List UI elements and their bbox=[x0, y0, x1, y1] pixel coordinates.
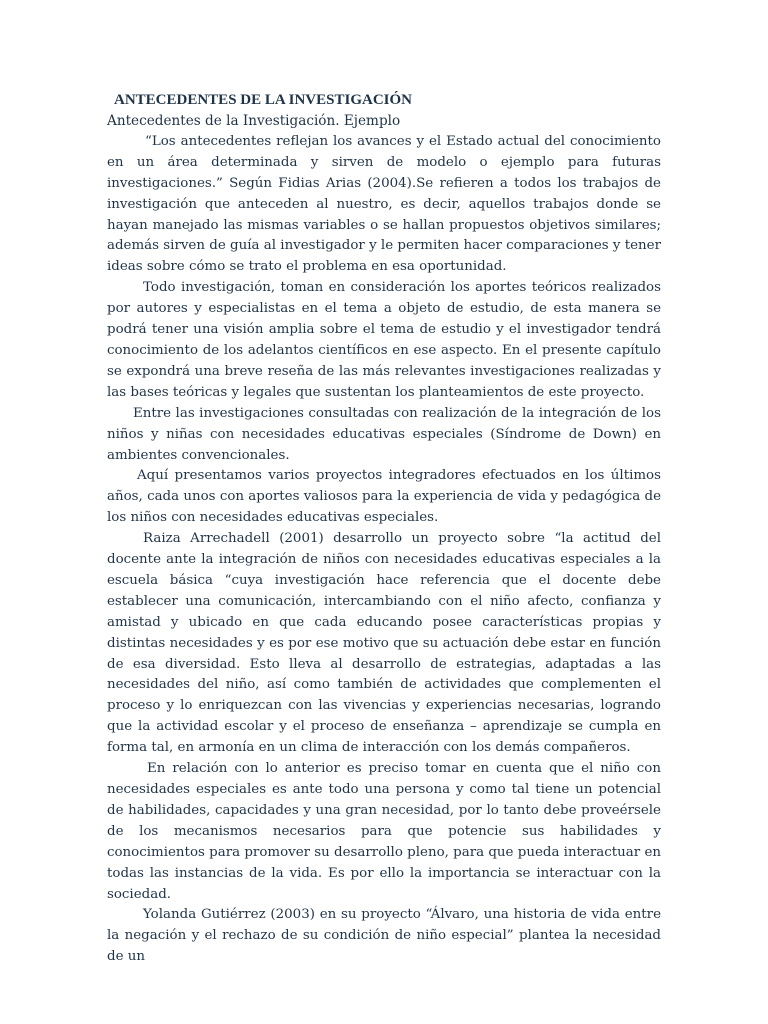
paragraph-4: Aquí presentamos varios proyectos integradores efectuados en los últimos años, cada unos con aportes valiosos para la experiencia de vida y pedagógica de los niños con necesidades educativas especiales. bbox=[107, 468, 661, 526]
paragraph-7: Yolanda Gutiérrez (2003) en su proyecto “Álvaro, una historia de vida entre la negación y el rechazo de su condición de niño especial” plantea la necesidad de un bbox=[107, 907, 661, 965]
paragraph-1: “Los antecedentes reflejan los avances y el Estado actual del conocimiento en un área determinada y sirven de modelo o ejemplo para futuras investigaciones.” Según Fidias Arias (2004).Se refieren a todos los trabajos de investigación que anteceden al nuestro, es decir, aquellos trabajos donde se hayan manejado las mismas variables o se hallan propuestos objetivos similares; además sirven de guía al investigador y le permiten hacer comparaciones y tener ideas sobre cómo se trato el problema en esa oportunidad. bbox=[107, 133, 661, 275]
paragraph-6: En relación con lo anterior es preciso tomar en cuenta que el niño con necesidades especiales es ante todo una persona y como tal tiene un potencial de habilidades, capacidades y una gran necesidad, por lo tanto debe proveérsele de los mecanismos necesarios para que potencie sus habilidades y conocimientos para promover su desarrollo pleno, para que pueda interactuar en todas las instancias de la vida. Es por ello la importancia se interactuar con la sociedad. bbox=[107, 761, 661, 902]
document-subheading: Antecedentes de la Investigación. Ejemplo bbox=[107, 113, 401, 129]
document-page bbox=[107, 90, 661, 968]
paragraph-3: Entre las investigaciones consultadas con realización de la integración de los niños y niñas con necesidades educativas especiales (Síndrome de Down) en ambientes convencionales. bbox=[107, 405, 661, 463]
document-heading: ANTECEDENTES DE LA INVESTIGACIÓN bbox=[114, 92, 412, 108]
paragraph-2: Todo investigación, toman en consideración los aportes teóricos realizados por autores y especialistas en el tema a objeto de estudio, de esta manera se podrá tener una visión amplia sobre el tema de estudio y el investigador tendrá conocimiento de los adelantos científicos en ese aspecto. En el presente capítulo se expondrá una breve reseña de las más relevantes investigaciones realizadas y las bases teóricas y legales que sustentan los planteamientos de este proyecto. bbox=[107, 280, 661, 400]
paragraph-5: Raiza Arrechadell (2001) desarrollo un proyecto sobre “la actitud del docente ante la integración de niños con necesidades educativas especiales a la escuela básica “cuya investigación hace referencia que el docente debe establecer una comunicación, intercambiando con el niño afecto, confianza y amistad y ubicado en que cada educando posee características propias y distintas necesidades y es por ese motivo que su actuación debe estar en función de esa diversidad. Esto lleva al desarrollo de estrategias, adaptadas a las necesidades del niño, así como también de actividades que complementen el proceso y lo enriquezcan con las vivencias y experiencias necesarias, logrando que la actividad escolar y el proceso de enseñanza – aprendizaje se cumpla en forma tal, en armonía en un clima de interacción con los demás compañeros. bbox=[107, 531, 661, 756]
